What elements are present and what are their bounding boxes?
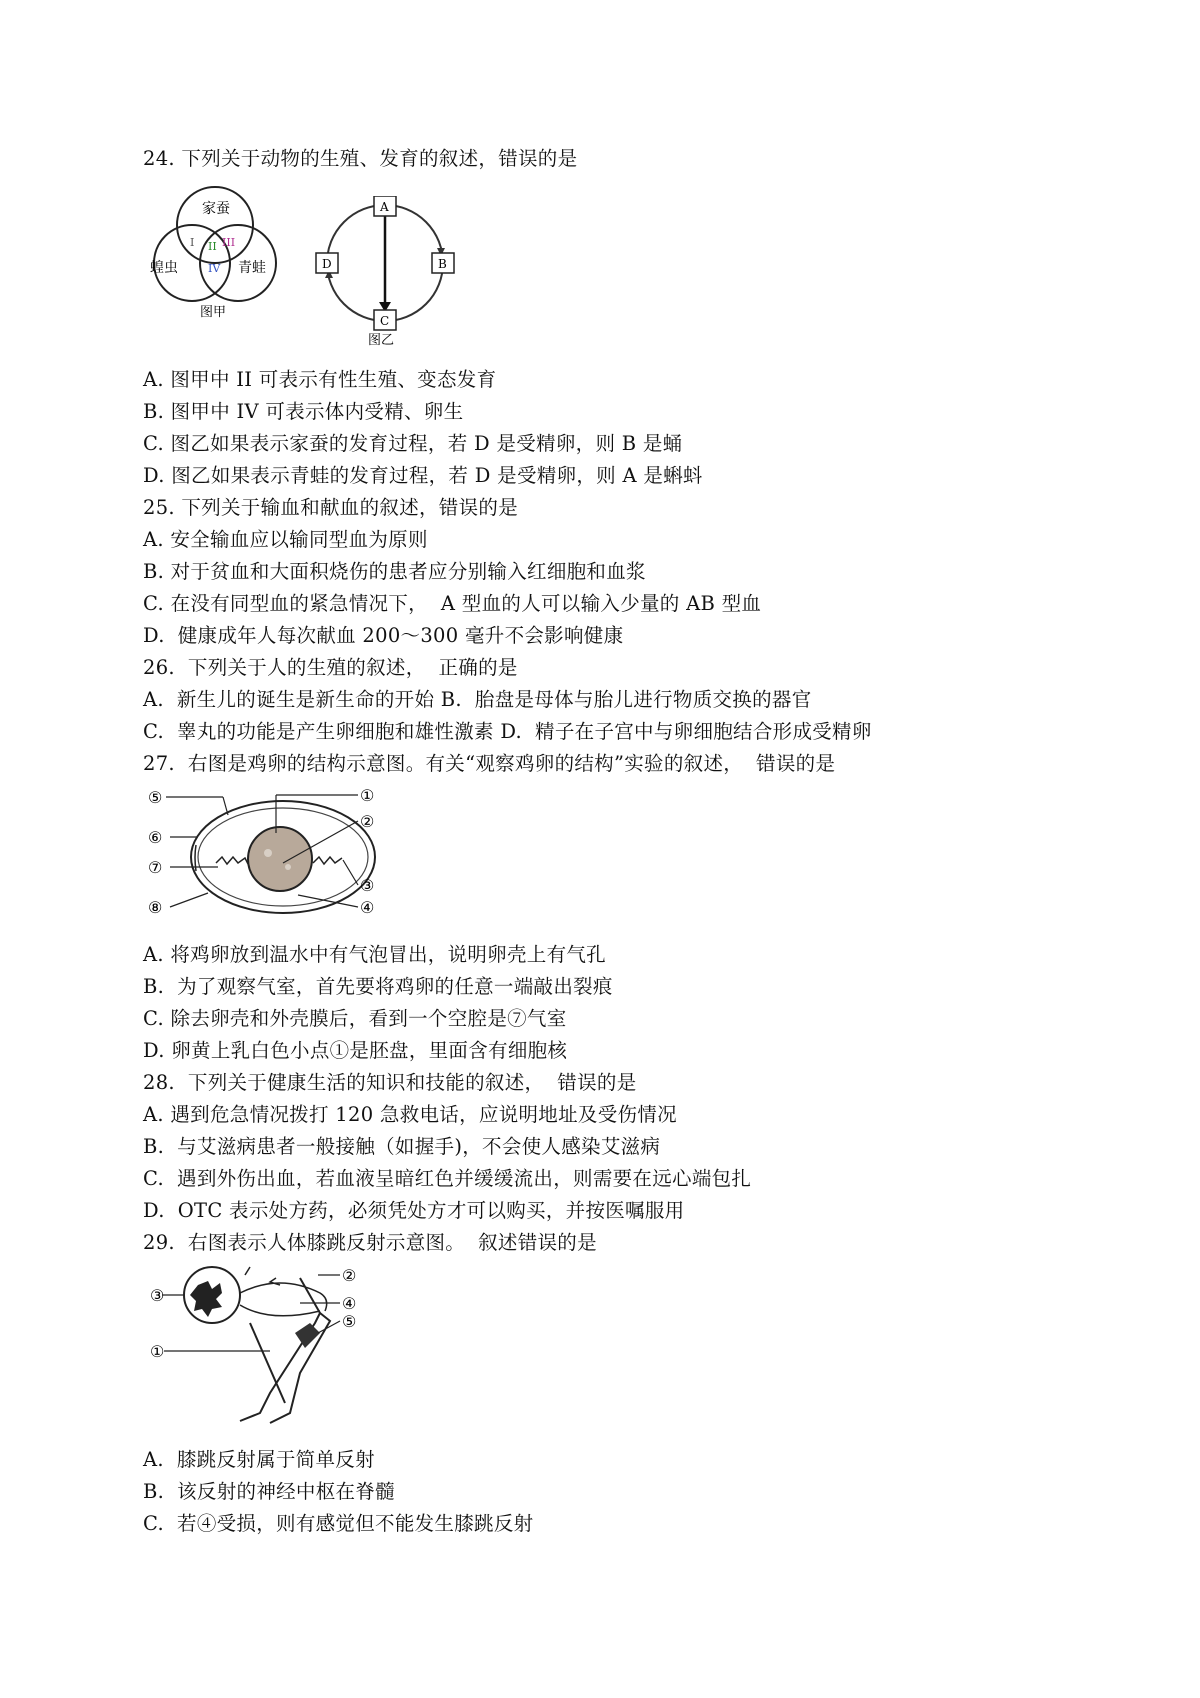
egg-label-2: ② — [360, 812, 375, 831]
venn-region-1: I — [190, 236, 195, 249]
venn-label-frog: 青蛙 — [238, 260, 266, 276]
egg-structure-figure — [148, 785, 398, 920]
q24-option-d: D. 图乙如果表示青蛙的发育过程，若 D 是受精卵，则 A 是蝌蚪 — [143, 464, 703, 487]
q25-option-b: B. 对于贫血和大面积烧伤的患者应分别输入红细胞和血浆 — [143, 560, 646, 583]
egg-label-3: ③ — [360, 876, 375, 895]
egg-label-7: ⑦ — [148, 858, 163, 877]
q26-options-ab: A. 新生儿的诞生是新生命的开始 B. 胎盘是母体与胎儿进行物质交换的器官 — [143, 688, 812, 711]
knee-label-1: ① — [150, 1342, 165, 1361]
q26-options-cd: C. 睾丸的功能是产生卵细胞和雄性激素 D. 精子在子宫中与卵细胞结合形成受精卵 — [143, 720, 872, 743]
q24-option-a: A. 图甲中 II 可表示有性生殖、变态发育 — [143, 368, 497, 391]
egg-label-1: ① — [360, 786, 375, 805]
cycle-node-c: C — [380, 314, 390, 328]
egg-label-5: ⑤ — [148, 788, 163, 807]
cycle-node-b: B — [438, 257, 447, 271]
q24-stem: 24. 下列关于动物的生殖、发育的叙述，错误的是 — [143, 147, 578, 170]
cycle-diagram-figure — [310, 196, 460, 346]
q29-option-a: A. 膝跳反射属于简单反射 — [143, 1448, 375, 1471]
q29-option-b: B. 该反射的神经中枢在脊髓 — [143, 1480, 395, 1503]
q28-option-c: C. 遇到外伤出血，若血液呈暗红色并缓缓流出，则需要在远心端包扎 — [143, 1167, 752, 1190]
cycle-node-a: A — [380, 200, 389, 214]
q27-stem: 27. 右图是鸡卵的结构示意图。有关“观察鸡卵的结构”实验的叙述， 错误的是 — [143, 752, 836, 775]
venn-caption: 图甲 — [200, 305, 227, 320]
q27-option-b: B. 为了观察气室，首先要将鸡卵的任意一端敲出裂痕 — [143, 975, 613, 998]
q25-option-a: A. 安全输血应以输同型血为原则 — [143, 528, 428, 551]
egg-label-6: ⑥ — [148, 828, 163, 847]
egg-label-4: ④ — [360, 898, 375, 917]
q28-option-b: B. 与艾滋病患者一般接触（如握手)，不会使人感染艾滋病 — [143, 1135, 661, 1158]
egg-label-8: ⑧ — [148, 898, 163, 917]
venn-region-2: II — [208, 240, 217, 253]
q25-stem: 25. 下列关于输血和献血的叙述，错误的是 — [143, 496, 519, 519]
q28-option-d: D. OTC 表示处方药，必须凭处方才可以购买，并按医嘱服用 — [143, 1199, 685, 1222]
knee-label-3: ③ — [150, 1286, 165, 1305]
q28-option-a: A. 遇到危急情况拨打 120 急救电话，应说明地址及受伤情况 — [143, 1103, 677, 1126]
venn-label-locust: 蝗虫 — [150, 260, 178, 276]
q27-option-d: D. 卵黄上乳白色小点①是胚盘，里面含有细胞核 — [143, 1039, 568, 1062]
knee-label-5: ⑤ — [342, 1312, 357, 1331]
q29-option-c: C. 若④受损，则有感觉但不能发生膝跳反射 — [143, 1512, 534, 1535]
knee-label-4: ④ — [342, 1294, 357, 1313]
venn-region-3: III — [222, 236, 236, 249]
q27-option-c: C. 除去卵壳和外壳膜后，看到一个空腔是⑦气室 — [143, 1007, 567, 1030]
venn-diagram-figure — [150, 180, 280, 320]
venn-label-silkworm: 家蚕 — [202, 201, 230, 217]
q26-stem: 26. 下列关于人的生殖的叙述， 正确的是 — [143, 656, 518, 679]
cycle-caption: 图乙 — [368, 333, 395, 346]
q24-option-b: B. 图甲中 IV 可表示体内受精、卵生 — [143, 400, 464, 423]
q25-option-d: D. 健康成年人每次献血 200～300 毫升不会影响健康 — [143, 624, 624, 647]
knee-reflex-figure — [150, 1263, 400, 1433]
venn-region-4: IV — [208, 262, 221, 275]
q29-stem: 29. 右图表示人体膝跳反射示意图。 叙述错误的是 — [143, 1231, 597, 1254]
cycle-node-d: D — [322, 257, 332, 271]
q28-stem: 28. 下列关于健康生活的知识和技能的叙述， 错误的是 — [143, 1071, 637, 1094]
q24-option-c: C. 图乙如果表示家蚕的发育过程，若 D 是受精卵，则 B 是蛹 — [143, 432, 683, 455]
knee-label-2: ② — [342, 1266, 357, 1285]
q27-option-a: A. 将鸡卵放到温水中有气泡冒出，说明卵壳上有气孔 — [143, 943, 606, 966]
q25-option-c: C. 在没有同型血的紧急情况下， A 型血的人可以输入少量的 AB 型血 — [143, 592, 762, 615]
